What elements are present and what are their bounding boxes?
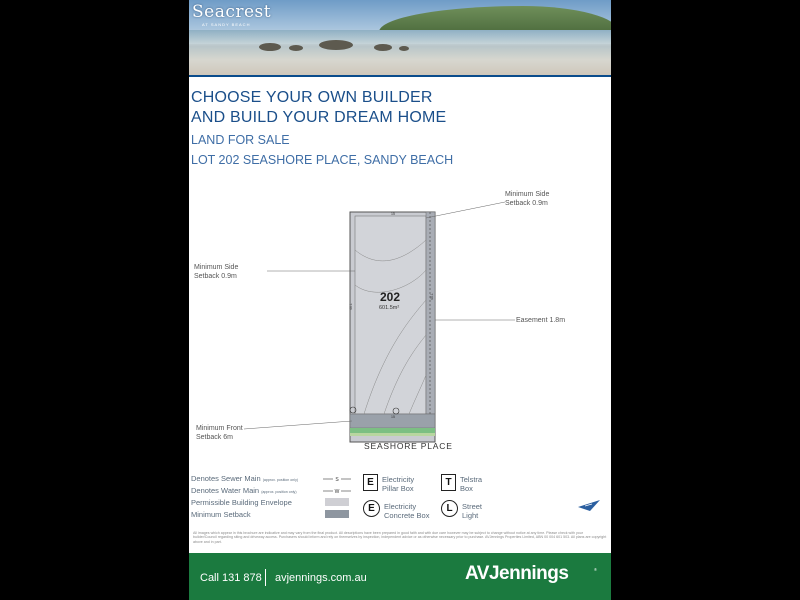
legend-water-label: Denotes Water Main — [191, 486, 260, 495]
dimension-label: 40.1 — [430, 293, 434, 300]
callout-line: Minimum Front — [196, 425, 243, 432]
disclaimer-text: All images which appear in this brochure are indicative and may vary from the final product. All descriptions have been prepared in good faith and with due care however may be subject to change without notice at any time. Please check with your builder/Council regarding siting and driveway access. Purchasers should inform and rely on themselves by inspection, independent advice or as otherwise necessary prior to purchase. AVJennings Properties Limited, ABN 00 004 601 503. All plans are copyright above and in part. — [193, 531, 607, 544]
envelope-swatch — [325, 498, 349, 506]
logo-name: Seacrest — [192, 2, 272, 22]
legend-setback-label: Minimum Setback — [191, 510, 251, 519]
brochure-page — [189, 0, 611, 600]
dimension-label: 15 — [391, 415, 395, 419]
lot-number: 202 — [380, 290, 401, 304]
call-number[interactable]: Call 131 878 — [200, 572, 262, 584]
callout-line: Minimum Side — [505, 191, 550, 198]
legend-electricity-concrete-box — [384, 502, 429, 520]
callout-easement: Easement 1.8m — [516, 317, 566, 324]
logo-tagline: AT SANDY BEACH — [202, 22, 251, 27]
street-name: SEASHORE PLACE — [364, 441, 453, 451]
legend-electricity-pillar — [382, 475, 414, 493]
water-symbol: W — [334, 489, 340, 495]
legend-icon-label: Light — [462, 511, 479, 520]
street-light-icon: L — [441, 500, 458, 517]
website-link[interactable]: avjennings.com.au — [275, 572, 367, 584]
legend-sewer-label: Denotes Sewer Main — [191, 474, 261, 483]
legend-icon-label: Electricity — [382, 475, 415, 484]
callout-line: Minimum Side — [194, 264, 239, 271]
footer-bar — [189, 553, 611, 600]
legend-telstra-box — [460, 475, 482, 493]
legend-icon-label: Concrete Box — [384, 511, 430, 520]
building-envelope — [355, 216, 426, 414]
electricity-pillar-icon: E — [363, 474, 378, 491]
title-line-1: CHOOSE YOUR OWN BUILDER — [191, 89, 433, 106]
electricity-concrete-box-icon: E — [363, 500, 380, 517]
footer-divider — [265, 569, 266, 586]
callout-leader — [244, 421, 352, 429]
category-label: LAND FOR SALE — [191, 133, 290, 147]
avjennings-logo: AVJennings — [465, 563, 569, 584]
dimension-label: 40.1 — [349, 303, 353, 310]
lot-area: 601.5m² — [379, 305, 400, 311]
callout-side-setback-right — [505, 190, 549, 208]
nature-strip — [350, 433, 435, 436]
callout-line: Setback 0.9m — [505, 200, 548, 207]
sewer-symbol: S — [335, 477, 339, 483]
title-line-2: AND BUILD YOUR DREAM HOME — [191, 109, 447, 126]
legend-icon-label: Box — [460, 484, 473, 493]
legend-sewer — [191, 474, 298, 483]
legend-icon-label: Telstra — [460, 475, 483, 484]
legend-symbols — [322, 474, 352, 522]
legend-icon-label: Street — [462, 502, 483, 511]
callout-front-setback — [196, 424, 243, 442]
callout-leader — [426, 202, 505, 218]
dimension-label: 15 — [391, 212, 395, 216]
setback-swatch — [325, 510, 349, 518]
legend-street-light — [462, 502, 482, 520]
telstra-box-icon: T — [441, 474, 456, 491]
legend-icon-label: Pillar Box — [382, 484, 414, 493]
legend-water-note: (approx. position only) — [261, 490, 297, 494]
nature-strip — [350, 428, 435, 433]
easement-strip — [426, 212, 435, 414]
legend-envelope-label: Permissible Building Envelope — [191, 498, 292, 507]
lot-address: LOT 202 SEASHORE PLACE, SANDY BEACH — [191, 153, 454, 167]
trademark-mark: ® — [594, 567, 597, 572]
callout-line: Setback 6m — [196, 434, 233, 441]
callout-side-setback-left — [194, 263, 238, 281]
north-arrow-icon — [578, 498, 602, 512]
legend-sewer-note: (approx. position only) — [262, 478, 299, 482]
callout-line: Setback 0.9m — [194, 273, 237, 280]
legend-icon-label: Electricity — [384, 502, 417, 511]
legend-water — [191, 486, 297, 495]
